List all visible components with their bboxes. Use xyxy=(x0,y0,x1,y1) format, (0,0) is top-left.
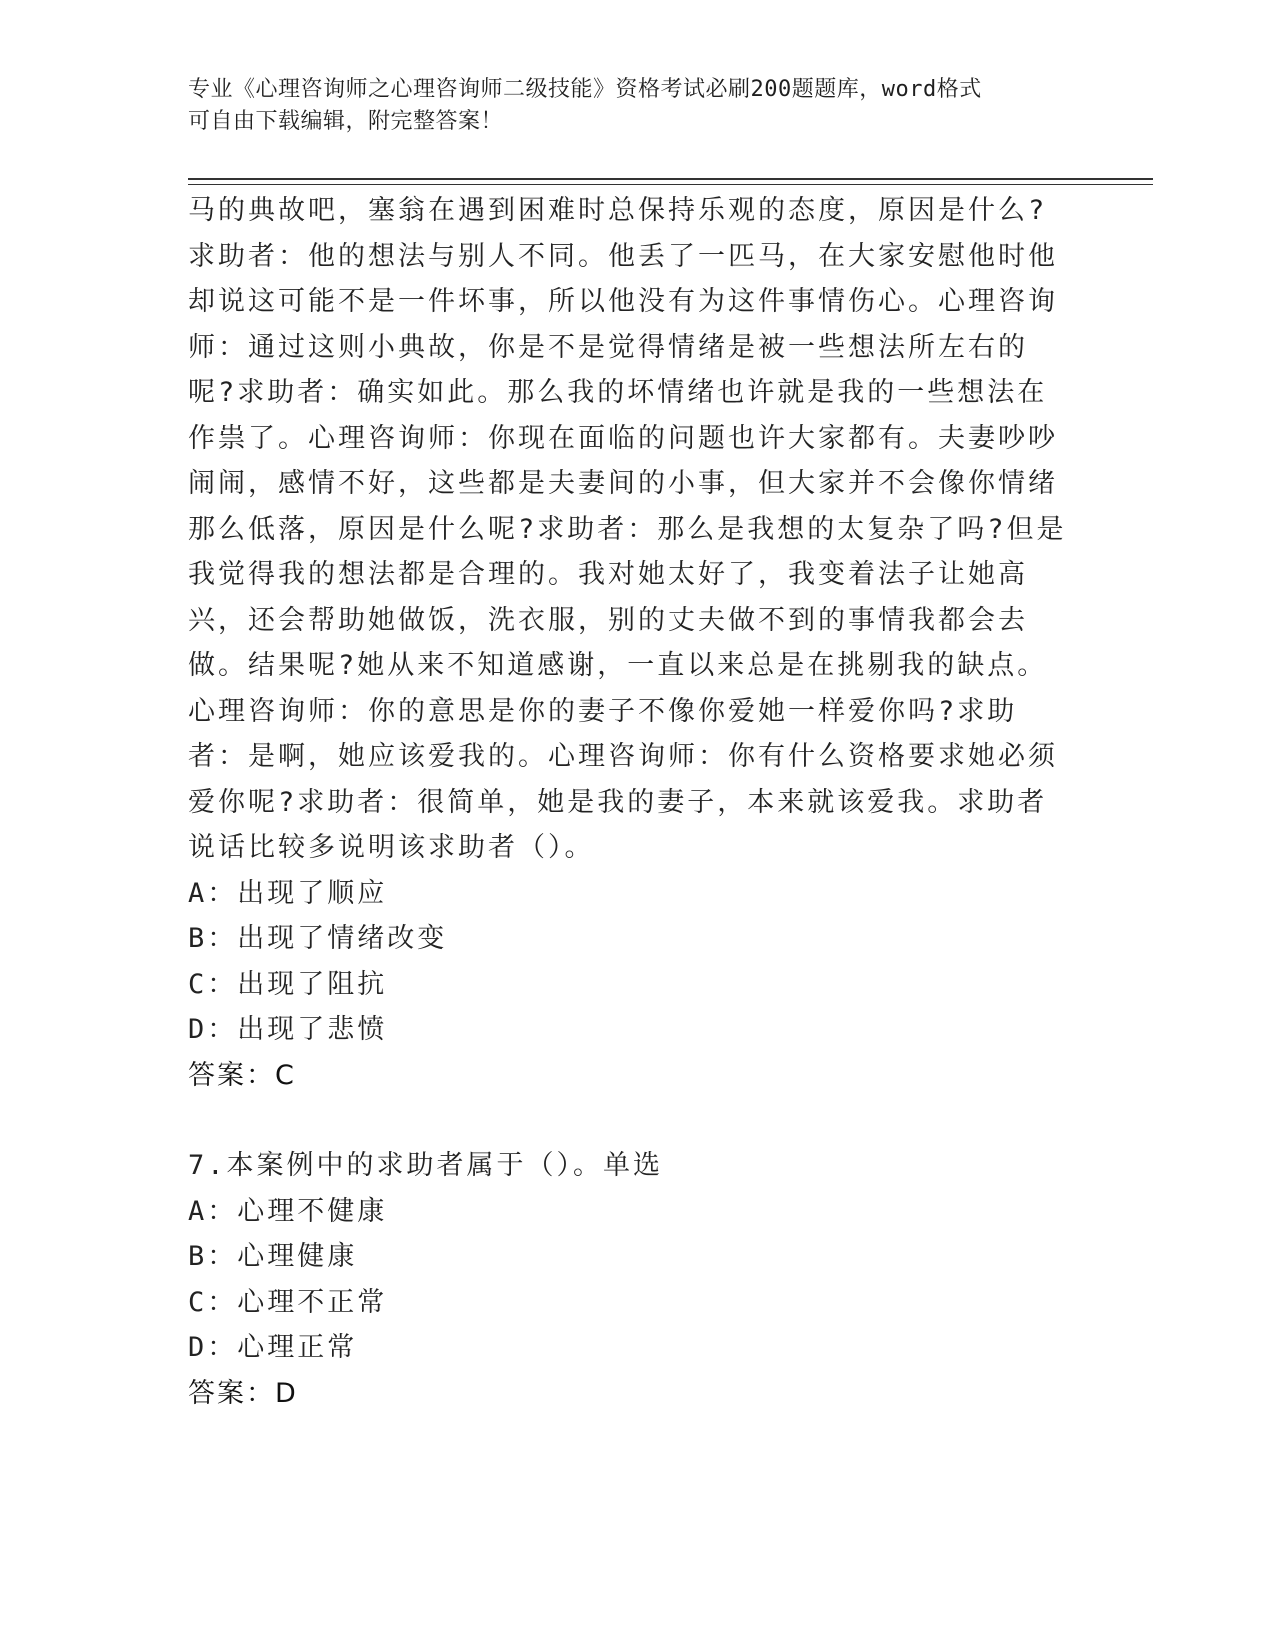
question-7-option-a: A：心理不健康 xyxy=(188,1195,388,1227)
question-7-option-b: B：心理健康 xyxy=(188,1241,358,1272)
header-title-line-1: 专业《心理咨询师之心理咨询师二级技能》资格考试必刷200题题库，word格式 xyxy=(188,77,982,102)
header-divider-thick xyxy=(188,178,1153,180)
document-body xyxy=(188,188,1073,1416)
question-7-stem: 7.本案例中的求助者属于（）。单选 xyxy=(188,1150,664,1181)
question-6-answer: 答案：C xyxy=(188,1059,296,1091)
document-header xyxy=(188,74,1068,138)
question-6-passage: 马的典故吧，塞翁在遇到困难时总保持乐观的态度，原因是什么?求助者：他的想法与别人不同。他丢了一匹马，在大家安慰他时他却说这可能不是一件坏事，所以他没有为这件事情伤心。心理咨询师：通过这则小典故，你是不是觉得情绪是被一些想法所左右的呢?求助者：确实如此。那么我的坏情绪也许就是我的一些想法在作祟了。心理咨询师：你现在面临的问题也许大家都有。夫妻吵吵闹闹，感情不好，这些都是夫妻间的小事，但大家并不会像你情绪那么低落，原因是什么呢?求助者：那么是我想的太复杂了吗?但是我觉得我的想法都是合理的。我对她太好了，我变着法子让她高兴，还会帮助她做饭，洗衣服，别的丈夫做不到的事情我都会去做。结果呢?她从来不知道感谢，一直以来总是在挑剔我的缺点。心理咨询师：你的意思是你的妻子不像你爱她一样爱你吗?求助者：是啊，她应该爱我的。心理咨询师：你有什么资格要求她必须爱你呢?求助者：很简单，她是我的妻子，本来就该爱我。求助者说话比较多说明该求助者（）。 xyxy=(188,195,1067,863)
question-7-option-d: D：心理正常 xyxy=(188,1332,358,1363)
header-divider-thin xyxy=(188,184,1153,185)
question-6-option-a: A：出现了顺应 xyxy=(188,877,388,909)
question-6-options xyxy=(188,871,1073,1053)
question-6-option-b: B：出现了情绪改变 xyxy=(188,923,448,954)
question-spacer xyxy=(188,1098,1073,1143)
question-7-option-c: C：心理不正常 xyxy=(188,1286,388,1318)
question-6-option-d: D：出现了悲愤 xyxy=(188,1014,388,1045)
question-7-options xyxy=(188,1189,1073,1371)
question-7-answer: 答案：D xyxy=(188,1377,298,1409)
header-title-line-2: 可自由下载编辑，附完整答案！ xyxy=(188,109,504,134)
question-6-option-c: C：出现了阻抗 xyxy=(188,968,388,1000)
